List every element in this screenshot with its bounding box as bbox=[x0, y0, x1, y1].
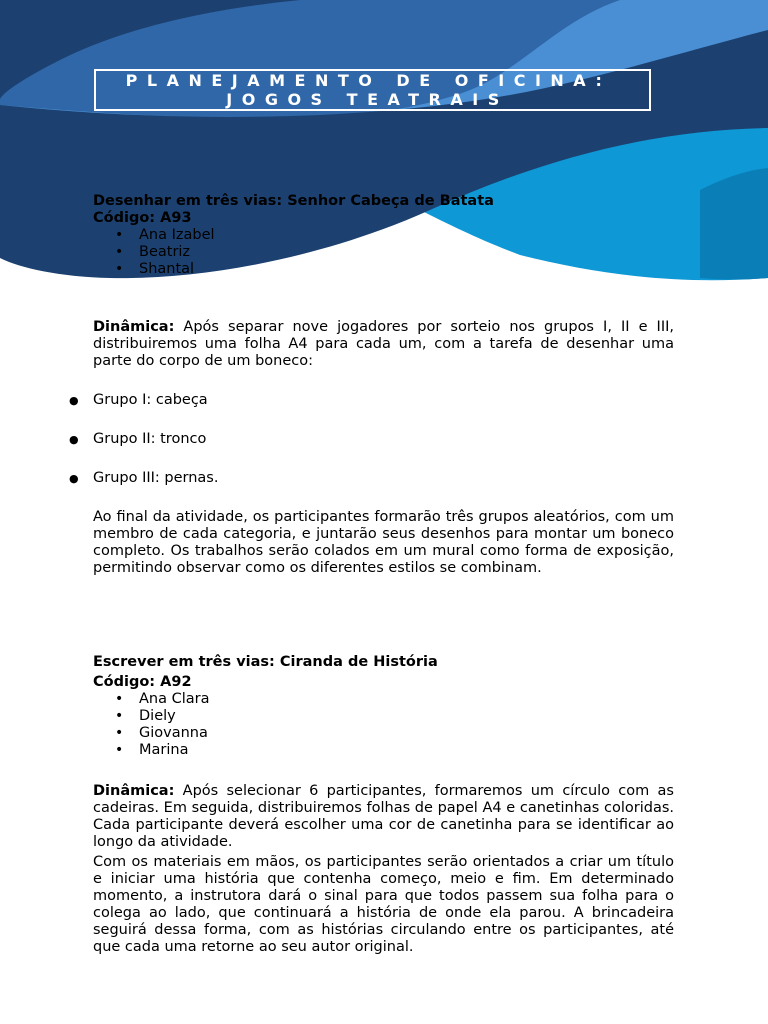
group-label: Grupo III: pernas. bbox=[93, 470, 219, 486]
section2-dynamic-paragraph bbox=[93, 783, 674, 851]
group-item bbox=[69, 392, 208, 409]
list-item: • Shantal bbox=[93, 261, 675, 278]
section2-header bbox=[93, 654, 675, 759]
section2-code: Código: A92 bbox=[93, 674, 192, 690]
group-label: Grupo I: cabeça bbox=[93, 392, 208, 408]
group-label: Grupo II: tronco bbox=[93, 431, 207, 447]
section1-header bbox=[93, 193, 675, 278]
group-item bbox=[69, 470, 218, 487]
list-item: • Ana Izabel bbox=[93, 227, 675, 244]
list-item: • Beatriz bbox=[93, 244, 675, 261]
bullet-icon: ● bbox=[69, 394, 79, 407]
section1-dynamic-text: Após separar nove jogadores por sorteio nos grupos I, II e III, distribuiremos uma folha A4 para cada um, com a tarefa de desenhar uma parte do corpo de um boneco: bbox=[93, 319, 674, 369]
section2-closing-paragraph: Com os materiais em mãos, os participantes serão orientados a criar um título e iniciar uma história que contenha começo, meio e fim. Em determinado momento, a instrutora dará o sinal para que todos passem sua folha para o colega ao lado, que continuará a história de onde ela parou. A brincadeira seguirá dessa forma, com as histórias circulando entre os participantes, até que cada uma retorne ao seu autor original. bbox=[93, 854, 674, 955]
document-title-box bbox=[94, 69, 651, 111]
section1-closing-paragraph: Ao final da atividade, os participantes formarão três grupos aleatórios, com um membro de cada categoria, e juntarão seus desenhos para montar um boneco completo. Os trabalhos serão colados em um mural como forma de exposição, permitindo observar como os diferentes estilos se combinam. bbox=[93, 509, 674, 576]
section1-dynamic-label: Dinâmica: bbox=[93, 319, 175, 335]
document-title-line-1: PLANEJAMENTO DE OFICINA: bbox=[125, 71, 612, 90]
list-item: • Ana Clara bbox=[93, 691, 675, 708]
section1-heading: Desenhar em três vias: Senhor Cabeça de Batata bbox=[93, 193, 494, 209]
list-item: • Marina bbox=[93, 742, 675, 759]
section2-dynamic-label: Dinâmica: bbox=[93, 783, 175, 799]
group-item bbox=[69, 431, 206, 448]
document-title-line-2: JOGOS TEATRAIS bbox=[226, 90, 509, 109]
bullet-icon: ● bbox=[69, 433, 79, 446]
section2-participant-list bbox=[93, 691, 675, 759]
list-item: • Diely bbox=[93, 708, 675, 725]
section1-participant-list bbox=[93, 227, 675, 278]
section1-dynamic-paragraph bbox=[93, 319, 674, 370]
section1-code: Código: A93 bbox=[93, 210, 192, 226]
section2-dynamic-text: Após selecionar 6 participantes, formaremos um círculo com as cadeiras. Em seguida, distribuiremos folhas de papel A4 e canetinhas coloridas. Cada participante deverá escolher uma cor de canetinha para se identificar ao longo da atividade. bbox=[93, 783, 674, 850]
section2-heading: Escrever em três vias: Ciranda de História bbox=[93, 654, 438, 670]
list-item: • Giovanna bbox=[93, 725, 675, 742]
bullet-icon: ● bbox=[69, 472, 79, 485]
